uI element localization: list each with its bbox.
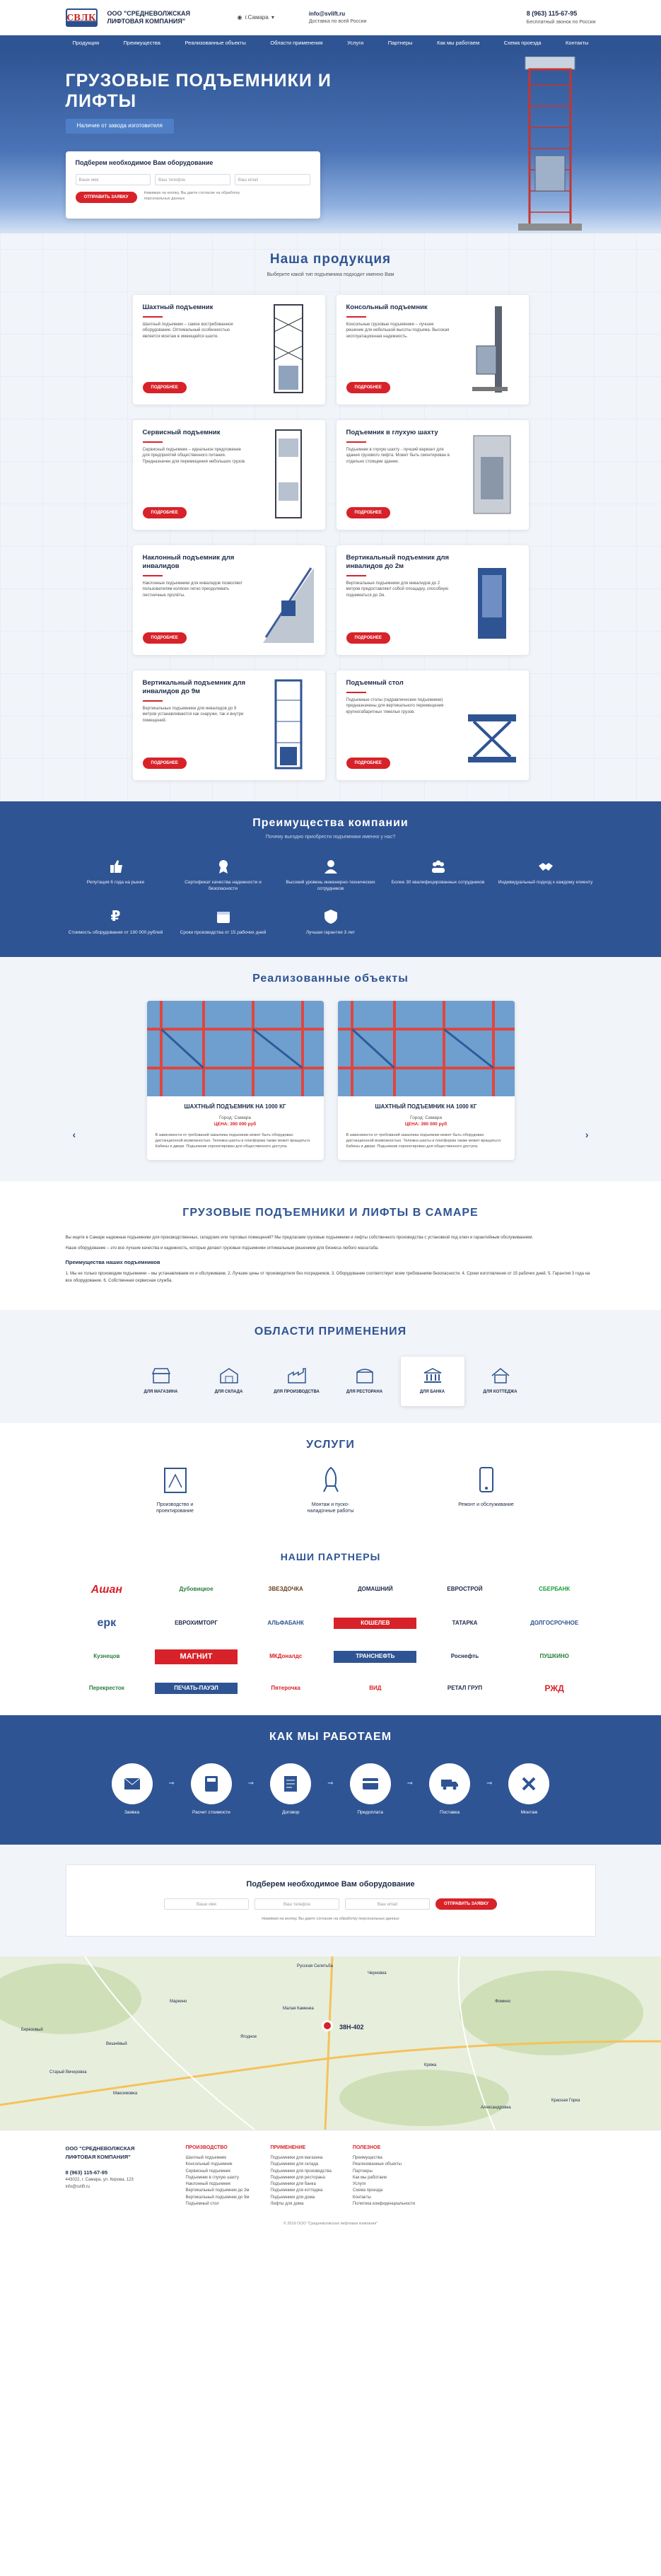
seo-paragraph: 1. Мы не только производим подъемники – мы устанавливаем их и обслуживаем. 2. Лучшие цены от производителя без посредников. 3. Оборудование соответствует всем требованиям безопасности. 4. Сроки изготовления от 15 рабочих дней. 5. Гарантия 3 года на все оборудование. 6. Собственная сервисная служба.	[65, 1272, 590, 1283]
product-desc: Подъемник в глухую шахту - лучший вариант для здания грузового лифта. Может быть смонтирован в отдельно стоящем здании.	[346, 447, 450, 464]
advantage-label: Лучшая гарантия 3 лет	[305, 929, 356, 935]
footer-link[interactable]: Подъемный стол	[185, 2202, 219, 2207]
products-subtitle: Выберите какой тип подъемника подходит именно Вам	[267, 272, 394, 277]
truck-icon	[429, 1763, 470, 1804]
details-button[interactable]: ПОДРОБНЕЕ	[143, 507, 187, 518]
footer-link[interactable]: Услуги	[352, 2182, 366, 2187]
phone-input[interactable]: Ваш телефон	[155, 174, 230, 185]
map-place: Малая Каменка	[283, 2007, 314, 2012]
object-photo	[338, 1001, 515, 1096]
details-button[interactable]: ПОДРОБНЕЕ	[346, 632, 390, 644]
partner-logo: ТАТАРКА	[452, 1619, 478, 1626]
product-card	[337, 420, 529, 530]
map-place: Русская Селитьба	[297, 1964, 333, 1969]
details-button[interactable]: ПОДРОБНЕЕ	[143, 758, 187, 769]
product-card	[133, 671, 325, 780]
step-item	[110, 1763, 155, 1816]
bank-icon	[423, 1368, 442, 1383]
company-name: ООО "СРЕДНЕВОЛЖСКАЯ ЛИФТОВАЯ КОМПАНИЯ"	[107, 10, 190, 25]
service-item[interactable]	[455, 1466, 518, 1514]
footer-link[interactable]: Лифты для дома	[270, 2202, 304, 2207]
map-label: 38Н-402	[339, 2024, 364, 2031]
area-label: ДЛЯ РЕСТОРАНА	[346, 1389, 383, 1394]
products-title: Наша продукция	[269, 252, 392, 267]
nav-item[interactable]: Реализованные объекты	[185, 39, 246, 46]
nav-item[interactable]: Преимущества	[123, 39, 160, 46]
advantage-item	[281, 907, 381, 936]
footer-address: 443022, г. Самара, ул. Кирова, 123	[65, 2178, 134, 2183]
contract-icon	[270, 1763, 311, 1804]
footer-company-name: ООО "СРЕДНЕВОЛЖСКАЯ ЛИФТОВАЯ КОМПАНИЯ"	[65, 2145, 135, 2161]
city-label: г.Самара	[245, 13, 269, 21]
product-desc: Сервисный подъемник – идеальное предложение для предприятий общественного питания. Предназначен для перемещения небольших грузов.	[142, 447, 246, 464]
footer-link[interactable]: Подъемники для ресторана	[270, 2175, 325, 2180]
phone-icon	[474, 1466, 499, 1495]
copyright: © 2019 ООО "Средневолжская лифтовая компания"	[283, 2222, 378, 2227]
areas-section	[0, 1310, 661, 1423]
object-photo	[147, 1001, 324, 1096]
footer-column-title: ПОЛЕЗНОЕ	[352, 2145, 381, 2151]
product-name: Вертикальный подъемник для инвалидов до 9м	[142, 679, 246, 695]
email-subtext: Доставка по всей России	[308, 19, 367, 24]
product-name: Вертикальный подъемник для инвалидов до 2м	[346, 554, 450, 570]
certificate-icon	[214, 857, 233, 876]
arrow-icon: ➞	[327, 1780, 334, 1788]
how-title: КАК МЫ РАБОТАЕМ	[269, 1731, 392, 1744]
product-desc: Наклонные подъемники для инвалидов позволяют пользователям коляски легко преодолевать лестничные пролёты.	[142, 581, 243, 598]
partner-logo: РЖД	[544, 1683, 564, 1693]
step-label: Предоплата	[357, 1810, 383, 1816]
details-button[interactable]: ПОДРОБНЕЕ	[346, 507, 390, 518]
partner-logo: Дубовицкое	[179, 1586, 213, 1592]
advantage-label: Стоимость оборудования от 190 000 рублей	[68, 929, 163, 935]
nav-item[interactable]: Как мы работаем	[437, 39, 480, 46]
hero-form-title: Подберем необходимое Вам оборудование	[75, 159, 213, 166]
how-section	[0, 1715, 661, 1844]
product-name: Подъемный стол	[346, 679, 404, 687]
footer-email[interactable]: info@svlift.ru	[65, 2184, 90, 2189]
vertical-lift-9m-image	[260, 679, 317, 771]
calendar-icon	[214, 907, 233, 926]
footer-link[interactable]: Шахтный подъемник	[185, 2156, 226, 2160]
product-name: Сервисный подъемник	[142, 429, 221, 437]
map-canvas	[0, 1956, 661, 2130]
arrow-icon: ➞	[247, 1780, 255, 1788]
step-label: Договор	[282, 1810, 300, 1816]
shop-icon	[152, 1368, 170, 1383]
advantage-item	[173, 907, 274, 936]
phone-input[interactable]: Ваш телефон	[255, 1898, 339, 1910]
service-item[interactable]	[299, 1466, 363, 1514]
footer-link[interactable]: Подъемник в глухую шахту	[185, 2175, 240, 2180]
product-card	[133, 295, 325, 405]
footer-link[interactable]: Подъемники для магазина	[270, 2156, 323, 2160]
nav-item[interactable]: Контакты	[566, 39, 589, 46]
step-item	[506, 1763, 551, 1816]
map-place: Кряжа	[424, 2063, 437, 2068]
product-card	[133, 420, 325, 530]
partner-logo: СБЕРБАНК	[539, 1586, 571, 1592]
city-selector[interactable]	[238, 14, 274, 22]
footer-column	[270, 2145, 331, 2207]
footer-company	[66, 2145, 165, 2207]
object-price-value: ЦЕНА: 390 000 руб	[213, 1121, 257, 1127]
partner-logo: ПУШКИНО	[539, 1652, 569, 1659]
advantage-item	[66, 857, 166, 892]
area-label: ДЛЯ СКЛАДА	[214, 1389, 243, 1394]
partner-logo: МАГНИТ	[155, 1649, 238, 1664]
nav-item[interactable]: Области применения	[270, 39, 323, 46]
footer-link[interactable]: Подъемники для дома	[270, 2195, 315, 2200]
advantages-title: Преимущества компании	[252, 817, 409, 830]
nav-item[interactable]: Продукция	[72, 39, 100, 46]
vertical-lift-2m-image	[464, 554, 520, 646]
advantage-label: Более 30 квалифицированных сотрудников	[391, 880, 485, 886]
area-label: ДЛЯ КОТТЕДЖА	[483, 1389, 517, 1394]
footer-link[interactable]: Наклонный подъемник	[185, 2182, 231, 2187]
partners-section	[0, 1536, 661, 1716]
hero-form	[66, 151, 320, 219]
product-card	[133, 545, 325, 655]
nav-item[interactable]: Партнеры	[387, 39, 413, 46]
service-label: Ремонт и обслуживание	[458, 1502, 514, 1507]
partner-logo: ДОМАШНИЙ	[357, 1586, 393, 1592]
hero-badge: Наличие от завода изготовителя	[66, 119, 174, 134]
footer-link[interactable]: Как мы работаем	[352, 2175, 387, 2180]
footer	[0, 2130, 661, 2234]
objects-section	[0, 957, 661, 1181]
step-label: Заявка	[124, 1810, 140, 1816]
factory-icon	[288, 1368, 306, 1383]
partners-title: НАШИ ПАРТНЕРЫ	[280, 1550, 381, 1562]
blueprint-icon	[163, 1466, 188, 1495]
engineer-icon	[322, 857, 340, 876]
step-item	[189, 1763, 234, 1816]
footer-column-title: ПРИМЕНЕНИЕ	[270, 2145, 306, 2151]
areas-title: ОБЛАСТИ ПРИМЕНЕНИЯ	[254, 1325, 407, 1338]
area-restaurant[interactable]	[333, 1357, 397, 1406]
footer-link[interactable]: Политика конфиденциальности	[352, 2202, 416, 2207]
map-place: Александровка	[481, 2106, 511, 2111]
service-item[interactable]	[144, 1466, 207, 1514]
carousel-prev-icon[interactable]: ‹	[72, 1129, 76, 1141]
footer-link[interactable]: Преимущества	[352, 2156, 382, 2160]
area-label: ДЛЯ БАНКА	[419, 1389, 445, 1394]
advantage-item	[281, 857, 381, 892]
tools-icon	[508, 1763, 549, 1804]
partner-logo: ерк	[97, 1617, 117, 1630]
calculator-icon	[191, 1763, 232, 1804]
house-icon	[491, 1368, 510, 1383]
map-place: Максимовка	[113, 2091, 138, 2096]
name-input[interactable]: Ваше имя	[164, 1898, 249, 1910]
footer-link[interactable]: Подъемники для коттеджа	[270, 2188, 323, 2193]
area-label: ДЛЯ ПРОИЗВОДСТВА	[274, 1389, 320, 1394]
partner-logo: КОШЕЛЕВ	[334, 1618, 416, 1630]
product-desc: Вертикальные подъемники для инвалидов до 2 метров предоставляют собой площадку, способную подниматься до 2м.	[346, 581, 449, 598]
advantage-label: Репутация 6 года на рынке	[86, 880, 145, 886]
advantage-label: Сроки производства от 15 рабочих дней	[180, 929, 267, 935]
console-lift-image	[464, 303, 520, 395]
map-place: Маркино	[170, 2000, 187, 2004]
map-place: Березовый	[21, 2028, 43, 2033]
map-pin-icon: ◉	[237, 13, 242, 21]
object-card	[338, 1001, 515, 1160]
product-name: Подъемник в глухую шахту	[346, 429, 438, 437]
services-section	[0, 1423, 661, 1536]
footer-link[interactable]: Реализованные объекты	[352, 2162, 402, 2167]
step-label: Монтаж	[520, 1810, 538, 1816]
lift-table-image	[464, 679, 520, 771]
partner-logo: ДОЛГОСРОЧНОЕ	[530, 1619, 579, 1626]
submit-button[interactable]: ОТПРАВИТЬ ЗАЯВКУ	[76, 192, 137, 203]
privacy-note: Нажимая на кнопку, Вы даете согласие на обработку персональных данных	[262, 1916, 399, 1921]
partner-logo: МКДоналдс	[269, 1652, 303, 1659]
footer-column-title: ПРОИЗВОДСТВО	[185, 2145, 228, 2151]
object-card	[147, 1001, 324, 1160]
arrow-icon: ➞	[406, 1780, 414, 1788]
service-label: Монтаж и пуско-наладочные работы	[307, 1502, 354, 1514]
map-place: Черновка	[368, 1971, 387, 1976]
map-place: Красная Горка	[551, 2099, 580, 2104]
products-section	[0, 233, 661, 801]
company-logo[interactable]: СВЛК	[66, 8, 98, 27]
map-place: Старый Вечеровка	[49, 2070, 87, 2075]
shield-icon	[322, 907, 340, 926]
chevron-down-icon: ▾	[271, 13, 274, 21]
arrow-icon: ➞	[168, 1780, 175, 1788]
seo-paragraph: Наше оборудование – это все лучшие качества и надежность, которые делают грузовые подъемники оптимальным решением для бизнеса любого масштаба.	[65, 1246, 379, 1251]
step-item	[348, 1763, 393, 1816]
area-shop[interactable]	[129, 1357, 193, 1406]
footer-link[interactable]: Подъемники для склада	[270, 2162, 319, 2167]
product-name: Наклонный подъемник для инвалидов	[142, 554, 235, 570]
email-block	[309, 10, 367, 26]
footer-link[interactable]: Контакты	[352, 2195, 371, 2200]
partner-logo: ЕВРОСТРОЙ	[447, 1586, 483, 1592]
object-price	[147, 1122, 324, 1128]
advantage-item	[66, 907, 166, 936]
arrow-icon: ➞	[486, 1780, 493, 1788]
bottom-form-title: Подберем необходимое Вам оборудование	[246, 1879, 415, 1889]
envelope-icon	[112, 1763, 153, 1804]
partner-logo: РЕТАЛ ГРУП	[447, 1684, 483, 1691]
footer-link[interactable]: Вертикальный подъемник до 2м	[185, 2188, 250, 2193]
partner-logo: ПЕЧАТЬ-ПАУЭЛ	[155, 1683, 238, 1695]
warehouse-icon	[220, 1368, 238, 1383]
footer-column	[353, 2145, 416, 2207]
object-name: ШАХТНЫЙ ПОДЪЕМНИК НА 1000 КГ	[375, 1103, 477, 1110]
hero	[0, 51, 661, 233]
team-icon	[429, 857, 448, 876]
rocket-icon	[318, 1466, 344, 1495]
services-title: УСЛУГИ	[306, 1438, 355, 1451]
seo-paragraph: Вы ищете в Самаре надежные подъемники для производственных, складских или торговых помещений? Мы предлагаем грузовые подъемники и лифты собственного производства с установкой под ключ и гарантийным обслуживанием.	[65, 1235, 534, 1240]
bottom-form-section	[0, 1845, 661, 1956]
partner-logo: Кузнецов	[93, 1652, 120, 1659]
step-label: Расчет стоимости	[192, 1810, 230, 1816]
footer-link[interactable]: Подъемники для производства	[270, 2169, 332, 2174]
inclined-lift-image	[260, 554, 317, 646]
submit-button[interactable]: ОТПРАВИТЬ ЗАЯВКУ	[435, 1898, 497, 1910]
hero-title: ГРУЗОВЫЕ ПОДЪЕМНИКИ И ЛИФТЫ	[65, 71, 332, 111]
ruble-icon: ₽	[110, 908, 121, 924]
handshake-icon	[537, 857, 555, 876]
footer-phone[interactable]: 8 (963) 115-67-95	[65, 2169, 108, 2176]
partner-logo: Перекресток	[88, 1684, 124, 1691]
phone-block	[527, 9, 596, 26]
phone-link[interactable]: 8 (963) 115-67-95	[526, 10, 578, 17]
nav-item[interactable]: Схема проезда	[503, 39, 542, 46]
map-place: Ягодное	[240, 2035, 257, 2040]
advantage-label: Высокий уровень инженерно-технических сотрудников	[286, 880, 375, 891]
advantage-item	[173, 857, 274, 892]
product-name: Консольный подъемник	[346, 303, 428, 312]
footer-link[interactable]: Схема проезда	[352, 2188, 383, 2193]
main-nav	[0, 35, 661, 51]
service-lift-image	[260, 429, 317, 521]
thumbs-up-icon	[107, 857, 125, 876]
advantage-item	[388, 857, 489, 892]
name-input[interactable]: Ваше имя	[76, 174, 151, 185]
object-city: Город: Самара	[410, 1115, 442, 1120]
privacy-note: Нажимая на кнопку, Вы даете согласие на обработку персональных данных	[144, 191, 240, 201]
restaurant-icon	[356, 1368, 374, 1383]
partner-logo: ТРАНСНЕФТЬ	[334, 1651, 416, 1663]
object-desc: В зависимости от требований заказчика подъемник может быть оборудован дистанционной возможностью. Тележка шахты и платформа также может вращаться. Кабины и двери. Подъемник спроектирован для общественного доступа.	[346, 1133, 502, 1149]
partner-logo: Пятерочка	[271, 1684, 300, 1691]
product-desc: Шахтный подъемник – самое востребованное оборудование. Оптимальный особенностью является монтаж в имеющейся шахте.	[142, 322, 233, 339]
carousel-next-icon[interactable]: ›	[585, 1129, 589, 1141]
objects-title: Реализованные объекты	[252, 973, 409, 985]
footer-link[interactable]: Консольный подъемник	[185, 2162, 233, 2167]
area-warehouse[interactable]	[197, 1357, 261, 1406]
advantage-label: Сертификат качества надежности и безопасности	[185, 880, 262, 891]
email-input[interactable]: Ваш email	[235, 174, 310, 185]
area-cottage[interactable]	[469, 1357, 532, 1406]
step-item	[268, 1763, 313, 1816]
seo-section	[0, 1181, 661, 1310]
product-desc: Вертикальные подъемники для инвалидов до 9 метров устанавливаются как снаружи, так и внутри помещений.	[142, 706, 244, 723]
area-production[interactable]	[265, 1357, 329, 1406]
details-button[interactable]: ПОДРОБНЕЕ	[143, 382, 187, 393]
partner-logo: АЛЬФАБАНК	[267, 1619, 304, 1626]
details-button[interactable]: ПОДРОБНЕЕ	[143, 632, 187, 644]
object-price-value: ЦЕНА: 390 000 руб	[404, 1121, 448, 1127]
product-card	[337, 295, 529, 405]
product-card	[337, 671, 529, 780]
elevator-tower-illustration	[504, 57, 596, 233]
footer-link[interactable]: Вертикальный подъемник до 9м	[185, 2195, 250, 2200]
details-button[interactable]: ПОДРОБНЕЕ	[346, 758, 390, 769]
nav-item[interactable]: Услуги	[347, 39, 364, 46]
area-label: ДЛЯ МАГАЗИНА	[144, 1389, 178, 1394]
object-price	[338, 1122, 515, 1128]
footer-link[interactable]: Сервисный подъемник	[185, 2169, 231, 2174]
product-desc: Консольные грузовые подъемники – лучшее решение для небольшой высоты подъема. Высокая эксплуатационная надежность.	[346, 322, 450, 339]
partner-logo: ЗВЕЗДОЧКА	[268, 1586, 303, 1592]
step-label: Поставка	[440, 1810, 460, 1816]
objects-carousel	[66, 1001, 596, 1160]
details-button[interactable]: ПОДРОБНЕЕ	[346, 382, 390, 393]
advantages-subtitle: Почему выгодно приобрести подъемники именно у нас?	[265, 834, 396, 840]
partner-logo: ЕВРОХИМТОРГ	[175, 1619, 218, 1626]
advantage-label: Индивидуальный подход к каждому клиенту	[498, 880, 593, 886]
closed-shaft-lift-image	[464, 429, 520, 521]
phone-subtext: Бесплатный звонок по России	[526, 19, 596, 25]
map-place: Вишнёвый	[106, 2042, 127, 2047]
email-link[interactable]: info@svlift.ru	[308, 10, 346, 17]
object-city: Город: Самара	[219, 1115, 251, 1120]
step-item	[427, 1763, 472, 1816]
partner-logo: Ашан	[90, 1583, 122, 1596]
product-name: Шахтный подъемник	[142, 303, 213, 312]
shaft-lift-image	[260, 303, 317, 395]
seo-title: ГРУЗОВЫЕ ПОДЪЕМНИКИ И ЛИФТЫ В САМАРЕ	[182, 1207, 479, 1219]
email-input[interactable]: Ваш email	[345, 1898, 430, 1910]
product-desc: Подъемные столы (гидравлические подъемники) предназначены для вертикального перемещения крупногабаритных тяжелых грузов.	[346, 697, 444, 714]
header	[0, 0, 661, 35]
map[interactable]	[0, 1956, 661, 2130]
advantages-section	[0, 801, 661, 957]
object-name: ШАХТНЫЙ ПОДЪЕМНИК НА 1000 КГ	[184, 1103, 286, 1110]
partner-logo: Роснефть	[450, 1652, 479, 1659]
map-place: Фомино	[495, 2000, 511, 2004]
area-bank[interactable]	[401, 1357, 464, 1406]
service-label: Производство и проектирование	[156, 1502, 194, 1514]
footer-link[interactable]: Подъемники для банка	[270, 2182, 316, 2187]
payment-icon	[350, 1763, 391, 1804]
product-card	[337, 545, 529, 655]
partner-logo: ВИД	[369, 1684, 382, 1691]
seo-subheading: Преимущества наших подъемников	[65, 1259, 160, 1266]
object-desc: В зависимости от требований заказчика подъемник может быть оборудован дистанционной возможностью. Тележка шахты и платформа также может вращаться. Кабины и двери. Подъемник спроектирован для общественного доступа.	[155, 1133, 311, 1149]
advantage-item	[496, 857, 596, 892]
footer-column	[186, 2145, 250, 2207]
footer-link[interactable]: Партнеры	[352, 2169, 373, 2174]
